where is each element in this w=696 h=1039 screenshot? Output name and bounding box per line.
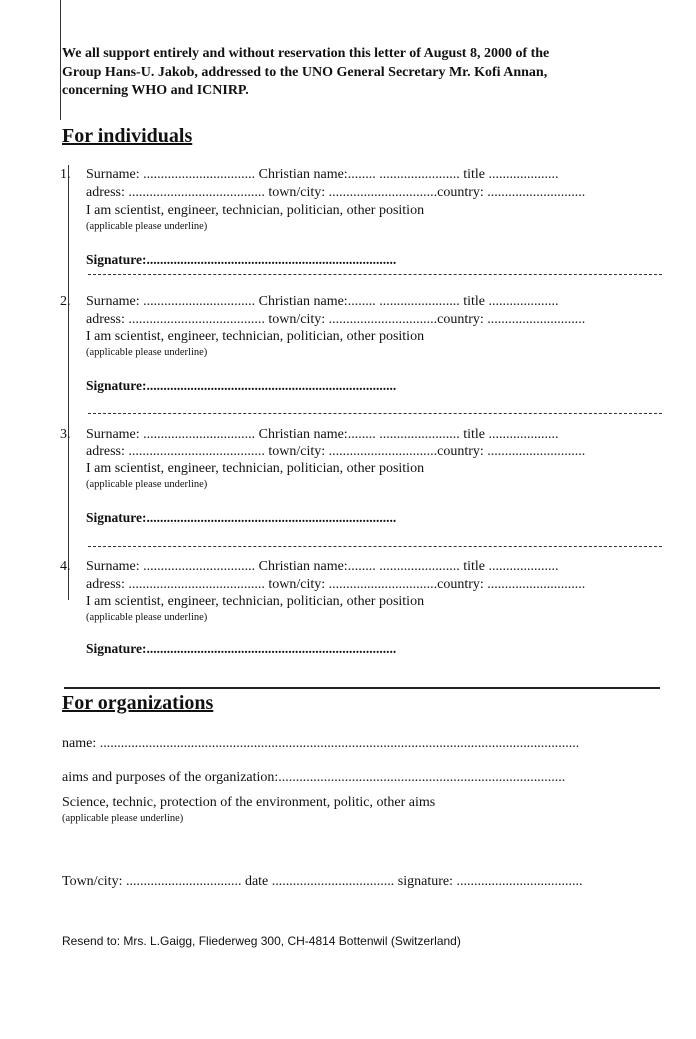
- entry-1-signature[interactable]: Signature:..........................................................................: [86, 252, 397, 267]
- org-aims-line[interactable]: aims and purposes of the organization:..................................................................................: [62, 770, 566, 785]
- intro-paragraph: [62, 45, 549, 101]
- entry-2-note: (applicable please underline): [86, 347, 208, 358]
- divider-3: [88, 546, 662, 547]
- entry-1-name-line[interactable]: Surname: ................................ Christian name:........ ....................... title ....................: [86, 167, 559, 182]
- individuals-heading: For individuals: [62, 125, 193, 147]
- entry-3-number: 3.: [60, 427, 71, 442]
- org-aims-options: Science, technic, protection of the environment, politic, other aims: [62, 795, 436, 810]
- entry-1-address-line[interactable]: adress: ....................................... town/city: ...............................country: ............................: [86, 185, 586, 200]
- entry-3-address-line[interactable]: adress: ....................................... town/city: ...............................country: ............................: [86, 444, 586, 459]
- org-town-date-signature-line[interactable]: Town/city: ................................. date ................................... signature: ....................................: [62, 874, 583, 889]
- entry-2-address-line[interactable]: adress: ....................................... town/city: ...............................country: ............................: [86, 312, 586, 327]
- entry-2-name-line[interactable]: Surname: ................................ Christian name:........ ....................... title ....................: [86, 294, 559, 309]
- entry-2-position: I am scientist, engineer, technician, politician, other position: [86, 329, 425, 344]
- entry-3-position: I am scientist, engineer, technician, politician, other position: [86, 461, 425, 476]
- entry-1-number: 1.: [60, 167, 71, 182]
- entry-4-name-line[interactable]: Surname: ................................ Christian name:........ ....................... title ....................: [86, 559, 559, 574]
- organizations-heading: For organizations: [62, 692, 214, 714]
- divider-1: [88, 274, 662, 275]
- intro-line-3: concerning WHO and ICNIRP.: [62, 83, 249, 98]
- entry-4-number: 4.: [60, 559, 71, 574]
- entry-4-signature[interactable]: Signature:..........................................................................: [86, 641, 397, 656]
- section-divider: [64, 687, 660, 689]
- intro-line-1: We all support entirely and without reservation this letter of August 8, 2000 of the: [62, 46, 550, 61]
- margin-line-mid: [68, 165, 69, 600]
- org-name-line[interactable]: name: .........................................................................................................................................: [62, 736, 580, 751]
- org-note: (applicable please underline): [62, 813, 184, 824]
- intro-line-2: Group Hans-U. Jakob, addressed to the UNO General Secretary Mr. Kofi Annan,: [62, 64, 548, 80]
- entry-1-position: I am scientist, engineer, technician, politician, other position: [86, 203, 425, 218]
- entry-3-name-line[interactable]: Surname: ................................ Christian name:........ ....................... title ....................: [86, 427, 559, 442]
- entry-4-address-line[interactable]: adress: ....................................... town/city: ...............................country: ............................: [86, 577, 586, 592]
- entry-2-number: 2.: [60, 294, 71, 309]
- entry-3-note: (applicable please underline): [86, 479, 208, 490]
- entry-3-signature[interactable]: Signature:..........................................................................: [86, 510, 397, 525]
- entry-4-note: (applicable please underline): [86, 612, 208, 623]
- entry-2-signature[interactable]: Signature:..........................................................................: [86, 378, 397, 393]
- entry-4-position: I am scientist, engineer, technician, politician, other position: [86, 594, 425, 609]
- margin-line-top: [60, 0, 61, 120]
- entry-1-note: (applicable please underline): [86, 221, 208, 232]
- divider-2: [88, 413, 662, 414]
- resend-address: Resend to: Mrs. L.Gaigg, Fliederweg 300, CH-4814 Bottenwil (Switzerland): [62, 934, 461, 948]
